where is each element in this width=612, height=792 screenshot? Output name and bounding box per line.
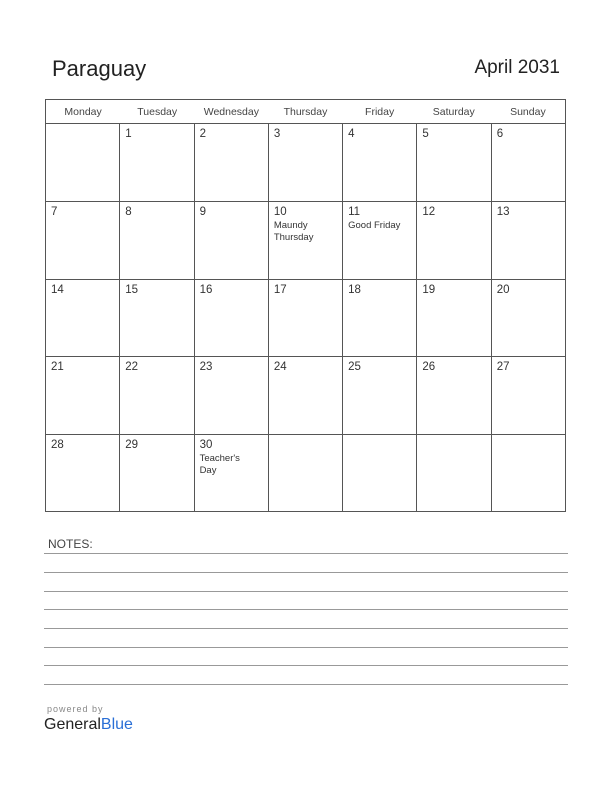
- day-cell: [492, 357, 565, 434]
- day-cell: [120, 280, 194, 357]
- holiday-label: Maundy Thursday: [273, 219, 314, 243]
- day-number: 26: [422, 361, 436, 374]
- day-number: 22: [125, 361, 139, 374]
- day-cell: [417, 202, 491, 279]
- day-cell: [269, 357, 343, 434]
- notes-line: [44, 628, 568, 629]
- day-cell: [343, 202, 417, 279]
- notes-label: NOTES:: [48, 537, 93, 551]
- week-row: [46, 357, 565, 435]
- day-number: 1: [125, 128, 132, 140]
- day-cell: [120, 202, 194, 279]
- day-number: 14: [51, 283, 64, 296]
- day-number: 30: [199, 439, 213, 452]
- day-number: 28: [51, 439, 64, 452]
- day-cell: [195, 357, 269, 434]
- day-cell: [46, 357, 120, 434]
- day-cell: [417, 124, 491, 201]
- day-cell: [417, 357, 491, 434]
- day-number: 24: [273, 361, 287, 374]
- day-number: 2: [199, 128, 206, 140]
- day-cell: [195, 124, 269, 201]
- day-number: 8: [125, 205, 132, 218]
- day-number: 11: [348, 205, 361, 218]
- weekday-header-row: [46, 100, 565, 124]
- day-number: 3: [273, 128, 281, 140]
- day-number: 27: [496, 361, 510, 374]
- week-row: [46, 202, 565, 280]
- day-number: 10: [273, 205, 287, 218]
- week-row: [46, 124, 565, 202]
- day-number: 13: [496, 205, 510, 218]
- weekday-saturday: Saturday: [432, 106, 475, 118]
- day-cell: [343, 124, 417, 201]
- day-cell: [492, 124, 565, 201]
- day-cell: [269, 124, 343, 201]
- day-cell: [120, 435, 194, 512]
- weekday-sunday: Sunday: [510, 106, 546, 118]
- weekday-friday: Friday: [365, 106, 395, 118]
- day-number: 29: [125, 439, 139, 452]
- weekday-wednesday: Wednesday: [203, 106, 259, 118]
- day-cell: [417, 435, 491, 512]
- day-cell: [269, 202, 343, 279]
- day-cell: [269, 435, 343, 512]
- day-number: 4: [348, 128, 355, 140]
- day-cell: [343, 357, 417, 434]
- day-cell: [120, 124, 194, 201]
- weeks-container: [46, 124, 565, 512]
- notes-line: [44, 665, 568, 666]
- day-cell: [417, 280, 491, 357]
- day-cell: [46, 124, 120, 201]
- brand-logo-part1: General: [44, 716, 101, 733]
- day-cell: [195, 280, 269, 357]
- day-number: 18: [348, 283, 361, 296]
- notes-line: [44, 591, 568, 592]
- notes-line: [44, 609, 568, 610]
- day-number: 15: [125, 283, 139, 296]
- day-cell: [195, 202, 269, 279]
- day-cell: [343, 280, 417, 357]
- day-cell: [492, 202, 565, 279]
- day-cell: [492, 435, 565, 512]
- weekday-monday: Monday: [64, 106, 102, 118]
- day-cell: [269, 280, 343, 357]
- day-cell: [195, 435, 269, 512]
- day-number: 21: [51, 361, 64, 374]
- day-cell: [46, 435, 120, 512]
- weekday-thursday: Thursday: [283, 106, 328, 118]
- holiday-label: Teacher's Day: [199, 453, 240, 477]
- brand-logo: [44, 716, 133, 734]
- notes-line: [44, 684, 568, 685]
- notes-line: [44, 572, 568, 573]
- day-cell: [120, 357, 194, 434]
- day-cell: [46, 202, 120, 279]
- day-cell: [46, 280, 120, 357]
- notes-line: [44, 553, 568, 554]
- day-number: 25: [348, 361, 361, 374]
- weekday-tuesday: Tuesday: [137, 106, 178, 118]
- day-number: 7: [51, 205, 58, 218]
- week-row: [46, 435, 565, 512]
- day-number: 12: [422, 205, 436, 218]
- day-cell: [492, 280, 565, 357]
- day-number: 6: [496, 128, 504, 140]
- day-number: 5: [422, 128, 429, 140]
- month-year-title: April 2031: [474, 57, 560, 78]
- day-number: 19: [422, 283, 436, 296]
- holiday-label: Good Friday: [348, 219, 401, 231]
- day-number: 16: [199, 283, 213, 296]
- notes-line: [44, 647, 568, 648]
- calendar-grid: [45, 99, 566, 512]
- week-row: [46, 280, 565, 358]
- country-title: Paraguay: [52, 56, 147, 81]
- brand-logo-part2: Blue: [100, 716, 133, 733]
- day-number: 9: [199, 205, 206, 218]
- day-cell: [343, 435, 417, 512]
- day-number: 20: [496, 283, 510, 296]
- day-number: 23: [199, 361, 213, 374]
- powered-by-text: powered by: [47, 704, 104, 714]
- day-number: 17: [273, 283, 287, 296]
